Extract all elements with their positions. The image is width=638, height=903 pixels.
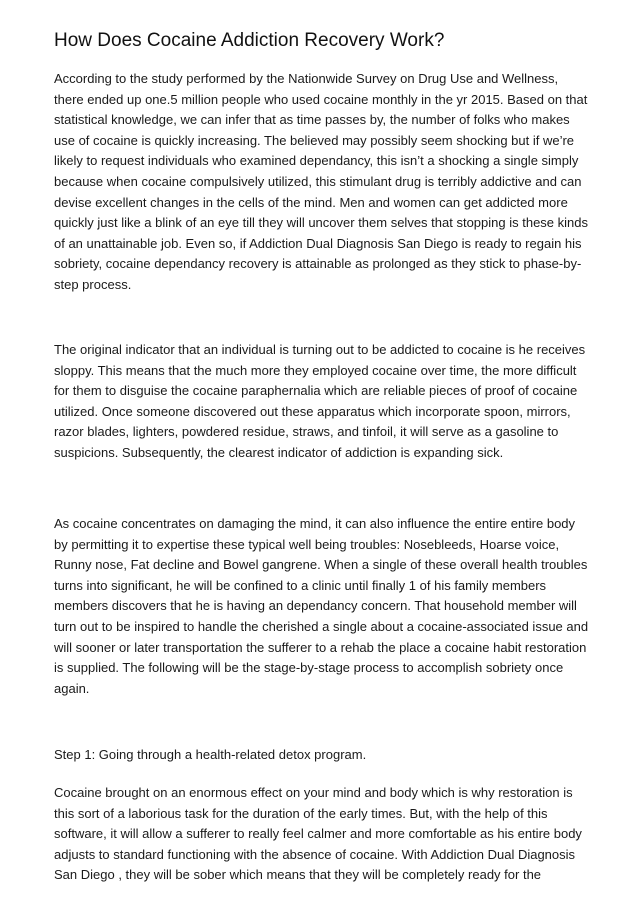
page-title: How Does Cocaine Addiction Recovery Work?: [54, 30, 445, 51]
step1-heading: [54, 745, 594, 766]
paragraph-damage: [54, 514, 594, 699]
text-line: because when cocaine compulsively utilized, this stimulant drug is terribly addictive and can: [54, 173, 582, 189]
text-line: of an unattainable job. Even so, if Addiction Dual Diagnosis San Diego is ready to regain his: [54, 235, 582, 251]
text-line: San Diego , they will be sober which means that they will be completely ready for the: [54, 867, 542, 883]
text-line: step process.: [54, 276, 132, 292]
text-line: use of cocaine is quickly increasing. The believed may possibly seem shocking but if we’re: [54, 132, 575, 148]
text-line: devise excellent changes in the cells of the mind. Men and women can get addicted more: [54, 194, 568, 210]
text-line: According to the study performed by the Nationwide Survey on Drug Use and Wellness,: [54, 71, 559, 86]
text-line: turn out to be inspired to handle the cherished a single about a cocaine-associated issue and: [54, 618, 589, 634]
text-line: turns into significant, he will be confined to a clinic until finally 1 of his family members: [54, 577, 547, 593]
text-line: statistical knowledge, we can infer that as time passes by, the number of folks who makes: [54, 112, 570, 128]
text-line: suspicions. Subsequently, the clearest indicator of addiction is expanding sick.: [54, 444, 504, 460]
text-line: members discovers that he is having an dependancy concern. That household member will: [54, 598, 577, 614]
text-line: this sort of a laborious task for the duration of the early times. But, with the help of this: [54, 805, 548, 821]
paragraph-indicator: [54, 340, 594, 464]
text-line: utilized. Once someone discovered out these apparatus which incorporate spoon, mirrors,: [54, 403, 571, 419]
text-line: As cocaine concentrates on damaging the mind, it can also influence the entire entire body: [54, 516, 576, 531]
text-line: razor blades, lighters, powdered residue, straws, and tinfoil, it will serve as a gasoline to: [54, 424, 559, 440]
text-line: likely to request individuals who examined dependancy, this isn’t a shocking a single simply: [54, 153, 579, 169]
text-line: by permitting it to expertise these typical well being troubles: Nosebleeds, Hoarse voice,: [54, 536, 560, 552]
text-line: sloppy. This means that the much more they employed cocaine over time, the more difficult: [54, 362, 577, 378]
text-line: adjusts to standard functioning with the absence of cocaine. With Addiction Dual Diagnosis: [54, 846, 576, 862]
text-line: is supplied. The following will be the stage-by-stage process to accomplish sobriety once: [54, 660, 564, 676]
paragraph-step1-body: [54, 783, 594, 886]
text-line: Step 1: Going through a health-related detox program.: [54, 747, 367, 762]
text-line: software, it will allow a sufferer to really feel calmer and more comfortable as his entire body: [54, 826, 582, 842]
text-line: for them to disguise the cocaine paraphernalia which are reliable pieces of proof of cocaine: [54, 383, 578, 399]
text-line: The original indicator that an individual is turning out to be addicted to cocaine is he receives: [54, 342, 586, 357]
text-line: again.: [54, 680, 90, 696]
text-line: quickly just like a blink of an eye till they will uncover them selves that stopping is these kinds: [54, 215, 588, 231]
text-line: Runny nose, Fat decline and Bowel gangrene. When a single of these overall health troubles: [54, 557, 588, 573]
text-line: there ended up one.5 million people who used cocaine monthly in the yr 2015. Based on that: [54, 91, 588, 107]
paragraph-intro: [54, 69, 594, 296]
text-line: sobriety, cocaine dependancy recovery is attainable as prolonged as they stick to phase-by-: [54, 256, 582, 272]
text-line: Cocaine brought on an enormous effect on your mind and body which is why restoration is: [54, 785, 573, 800]
text-line: will sooner or later transportation the sufferer to a rehab the place a cocaine habit restoration: [54, 639, 587, 655]
